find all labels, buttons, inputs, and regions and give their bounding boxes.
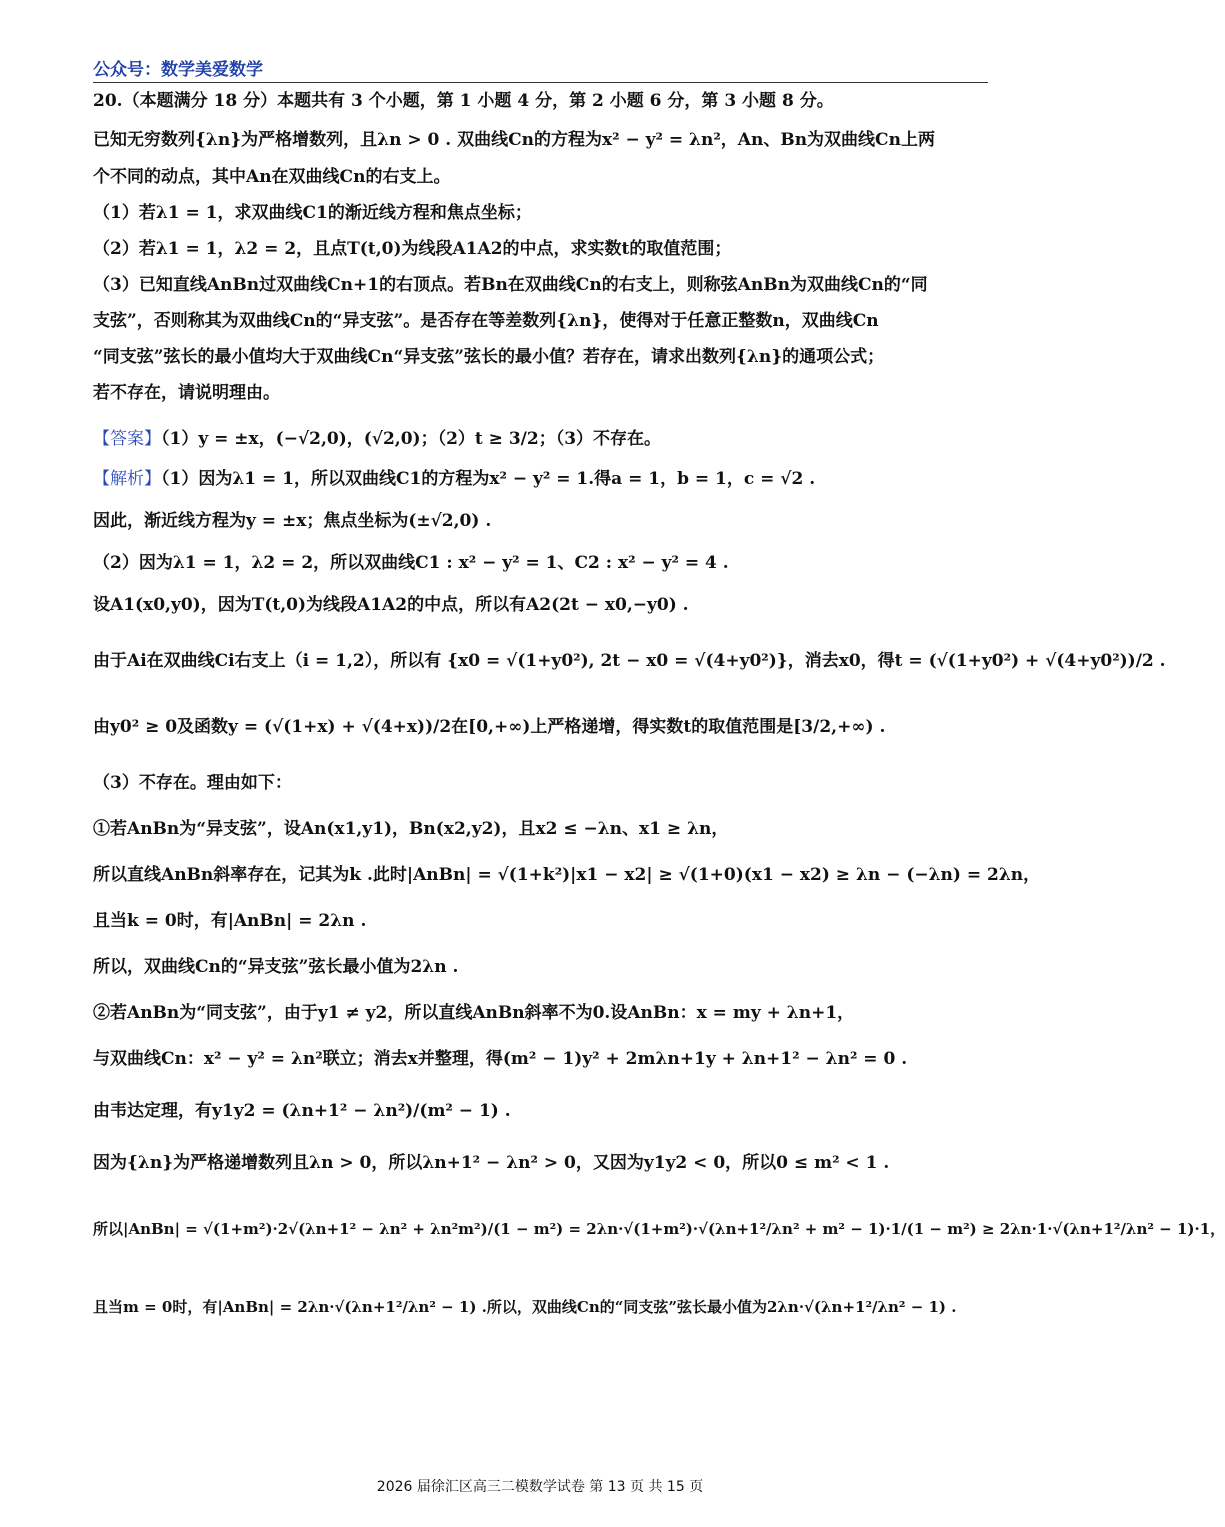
analysis-line-13: 与双曲线Cn：x² − y² = λn²联立；消去x并整理，得(m² − 1)y² + 2mλn+1y + λn+1² − λn² = 0 .	[93, 1049, 908, 1069]
answer-text: （1）y = ±x，(−√2,0)，(√2,0)；（2）t ≥ 3/2；（3）不存在。	[161, 429, 662, 449]
analysis-line-4: 设A1(x0,y0)，因为T(t,0)为线段A1A2的中点，所以有A2(2t − x0,−y0) .	[93, 595, 689, 615]
question-1: （1）若λ1 = 1，求双曲线C1的渐近线方程和焦点坐标；	[93, 203, 532, 223]
analysis-line-14: 由韦达定理，有y1y2 = (λn+1² − λn²)/(m² − 1) .	[93, 1101, 511, 1121]
question-3-line-3: “同支弦”弦长的最小值均大于双曲线Cn“异支弦”弦长的最小值？若存在，请求出数列{λn}的通项公式；	[93, 347, 885, 367]
analysis-tag: 【解析】	[93, 469, 161, 489]
analysis-line-6: 由y0² ≥ 0及函数y = (√(1+x) + √(4+x))/2在[0,+∞)上严格递增，得实数t的取值范围是[3/2,+∞) .	[93, 717, 886, 737]
page-footer: 2026 届徐汇区高三二模数学试卷 第 13 页 共 15 页	[376, 1479, 704, 1495]
analysis-line-12: ②若AnBn为“同支弦”，由于y1 ≠ y2，所以直线AnBn斜率不为0.设AnBn：x = my + λn+1，	[93, 1003, 855, 1023]
question-3-line-2: 支弦”，否则称其为双曲线Cn的“异支弦”。是否存在等差数列{λn}，使得对于任意正整数n，双曲线Cn	[93, 311, 879, 331]
answer-tag: 【答案】	[93, 429, 161, 449]
page-header	[93, 50, 988, 83]
analysis-line-15: 因为{λn}为严格递增数列且λn > 0，所以λn+1² − λn² > 0，又因为y1y2 < 0，所以0 ≤ m² < 1 .	[93, 1153, 890, 1173]
problem-stem-line-1: 已知无穷数列{λn}为严格增数列，且λn > 0 . 双曲线Cn的方程为x² − y² = λn²，An、Bn为双曲线Cn上两	[93, 130, 935, 150]
document-body	[93, 88, 1225, 1316]
analysis-line-7: （3）不存在。理由如下：	[93, 773, 292, 793]
question-3-line-1: （3）已知直线AnBn过双曲线Cn+1的右顶点。若Bn在双曲线Cn的右支上，则称弦AnBn为双曲线Cn的“同	[93, 275, 928, 295]
analysis-line-1	[93, 466, 988, 492]
analysis-line-9: 所以直线AnBn斜率存在，记其为k .此时|AnBn| = √(1+k²)|x1 − x2| ≥ √(1+0)(x1 − x2) ≥ λn − (−λn) = 2λn，	[93, 865, 1041, 885]
answer-line	[93, 426, 988, 452]
analysis-line-17: 且当m = 0时，有|AnBn| = 2λn·√(λn+1²/λn² − 1) .所以，双曲线Cn的“同支弦”弦长最小值为2λn·√(λn+1²/λn² − 1) .	[93, 1298, 957, 1316]
account-label: 公众号：数学美爱数学	[93, 60, 263, 80]
analysis-line-11: 所以，双曲线Cn的“异支弦”弦长最小值为2λn .	[93, 957, 459, 977]
analysis-line-16: 所以|AnBn| = √(1+m²)·2√(λn+1² − λn² + λn²m²)/(1 − m²) = 2λn·√(1+m²)·√(λn+1²/λn² + m² − 1)·1/(1 − m²) ≥ 2λn·1·√(λn+1²/λn² − 1)·1，	[93, 1220, 1225, 1238]
analysis-text-1: （1）因为λ1 = 1，所以双曲线C1的方程为x² − y² = 1.得a = 1，b = 1，c = √2 .	[161, 469, 816, 489]
analysis-line-3: （2）因为λ1 = 1，λ2 = 2，所以双曲线C1 : x² − y² = 1、C2 : x² − y² = 4 .	[93, 553, 729, 573]
analysis-line-10: 且当k = 0时，有|AnBn| = 2λn .	[93, 911, 367, 931]
problem-stem-line-2: 个不同的动点，其中An在双曲线Cn的右支上。	[93, 167, 451, 187]
problem-title: 20.（本题满分 18 分）本题共有 3 个小题，第 1 小题 4 分，第 2 小题 6 分，第 3 小题 8 分。	[93, 91, 834, 111]
analysis-line-5: 由于Ai在双曲线Ci右支上（i = 1,2），所以有 {x0 = √(1+y0²), 2t − x0 = √(4+y0²)}，消去x0，得t = (√(1+y0²) + √(4+y0²))/2 .	[93, 651, 1166, 671]
question-2: （2）若λ1 = 1，λ2 = 2，且点T(t,0)为线段A1A2的中点，求实数t的取值范围；	[93, 239, 732, 259]
analysis-line-8: ①若AnBn为“异支弦”，设An(x1,y1)，Bn(x2,y2)，且x2 ≤ −λn、x1 ≥ λn，	[93, 819, 729, 839]
question-3-line-4: 若不存在，请说明理由。	[93, 383, 280, 403]
analysis-line-2: 因此，渐近线方程为y = ±x；焦点坐标为(±√2,0) .	[93, 511, 492, 531]
